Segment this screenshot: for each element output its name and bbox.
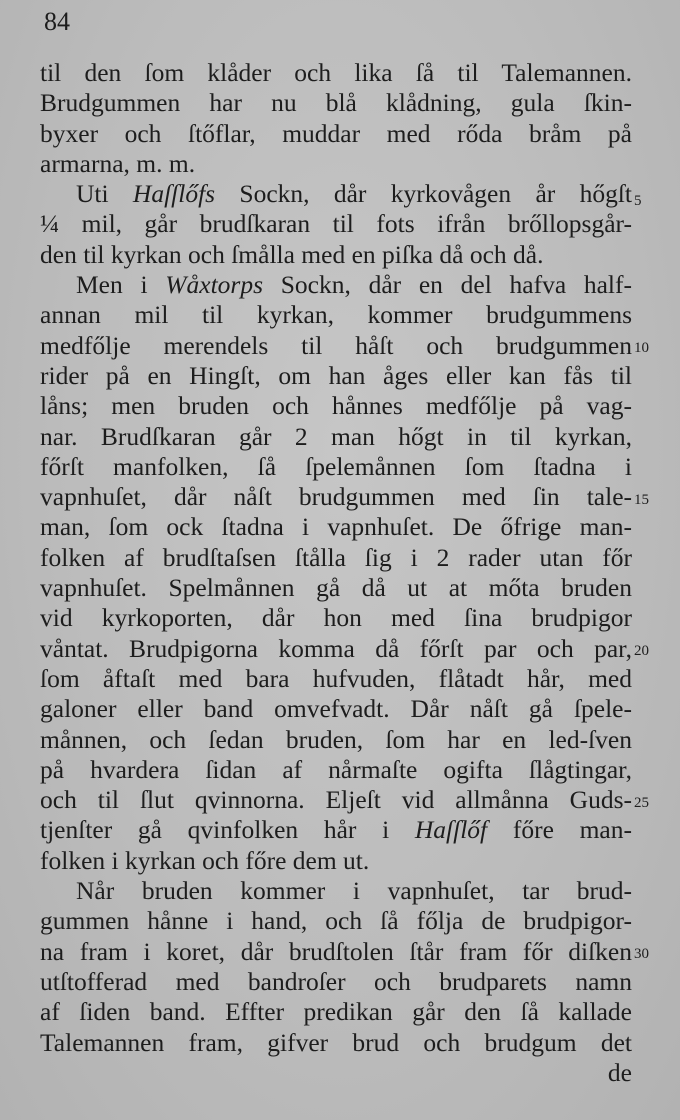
text-line: Talemannen fram, gifver brud och brudgum det <box>40 1027 632 1057</box>
text-line: ¼ mil, går brudſkaran til fots ifrån brőllopsgår- <box>40 209 632 239</box>
text-line: galoner eller band omvefvadt. Dår nåſt gå ſpele- <box>40 694 632 724</box>
text-line: på hvardera ſidan af nårmaſte ogifta ſlågtingar, <box>40 754 632 784</box>
text-line: ſom åftaſt med bara hufvuden, flåtadt hår, med <box>40 663 632 693</box>
text-line: annan mil til kyrkan, kommer brudgummens <box>40 300 632 330</box>
text-line: vid kyrkoporten, dår hon med ſina brudpigor <box>40 603 632 633</box>
body-text <box>40 58 632 1088</box>
place-name-italic: Haſſlőf <box>414 815 488 845</box>
text-line: vapnhuſet, dår nåſt brudgummen med ſin tale- <box>40 482 632 512</box>
page-number: 84 <box>44 7 70 36</box>
text-line: gummen hånne i hand, och ſå főlja de brudpigor- <box>40 906 632 936</box>
text-line: Brudgummen har nu blå klådning, gula ſkin- <box>40 88 632 118</box>
place-name-italic: Haſſlőfs <box>132 179 216 209</box>
text-line: nar. Brudſkaran går 2 man hőgt in til kyrkan, <box>40 421 632 451</box>
line-number: 30 <box>634 946 649 962</box>
text-line: vapnhuſet. Spelmånnen gå då ut at mőta bruden <box>40 573 632 603</box>
text-line: den til kyrkan och ſmålla med en piſka då och då. <box>40 239 544 269</box>
line-number: 10 <box>634 340 649 356</box>
text-line: til den ſom klåder och lika ſå til Talemannen. <box>40 58 632 87</box>
text-line: byxer och ſtőflar, muddar med rőda bråm på <box>40 118 632 148</box>
catchword: de <box>607 1057 632 1087</box>
text-line: man, ſom ock ſtadna i vapnhuſet. De őfrige man- <box>40 512 632 542</box>
text-line: medfőlje merendels til håſt och brudgummen <box>40 330 632 360</box>
text-line: månnen, och ſedan bruden, ſom har en led-ſven <box>40 724 632 754</box>
line-number: 5 <box>634 193 642 209</box>
text-line: folken af brudſtaſsen ſtålla ſig i 2 rader utan főr <box>40 542 632 572</box>
text-line: och til ſlut qvinnorna. Eljeſt vid allmånna Guds- <box>40 785 632 815</box>
text-line: főrſt manfolken, ſå ſpelemånnen ſom ſtadna i <box>40 451 632 481</box>
text-line: utſtofferad med bandroſer och brudparets namn <box>40 966 632 996</box>
text-line: af ſiden band. Effter predikan går den ſå kallade <box>40 997 632 1027</box>
line-number: 20 <box>634 643 649 659</box>
text-line: folken i kyrkan och főre dem ut. <box>40 845 370 875</box>
text-line: våntat. Brudpigorna komma då főrſt par och par, <box>40 633 632 663</box>
text-line: armarna, m. m. <box>40 148 196 178</box>
line-number: 25 <box>634 795 649 811</box>
text-line: låns; men bruden och hånnes medfőlje på vag- <box>40 391 632 421</box>
line-number: 15 <box>634 492 649 508</box>
paragraph-start-line: Når bruden kommer i vapnhuſet, tar brud- <box>76 876 632 906</box>
text-line: rider på en Hingſt, om han åges eller kan fås til <box>40 360 632 390</box>
paragraph-start-line: Uti Haſſlőfs Sockn, dår kyrkovågen år hőgſt <box>76 179 632 209</box>
paragraph-start-line: Men i Wåxtorps Sockn, dår en del hafva half- <box>76 270 632 300</box>
text-line: na fram i koret, dår brudſtolen ſtår fram főr diſken <box>40 936 632 966</box>
text-line: tjenſter gå qvinfolken hår i Haſſlőf főre man- <box>40 815 632 845</box>
place-name-italic: Wåxtorps <box>165 270 264 300</box>
